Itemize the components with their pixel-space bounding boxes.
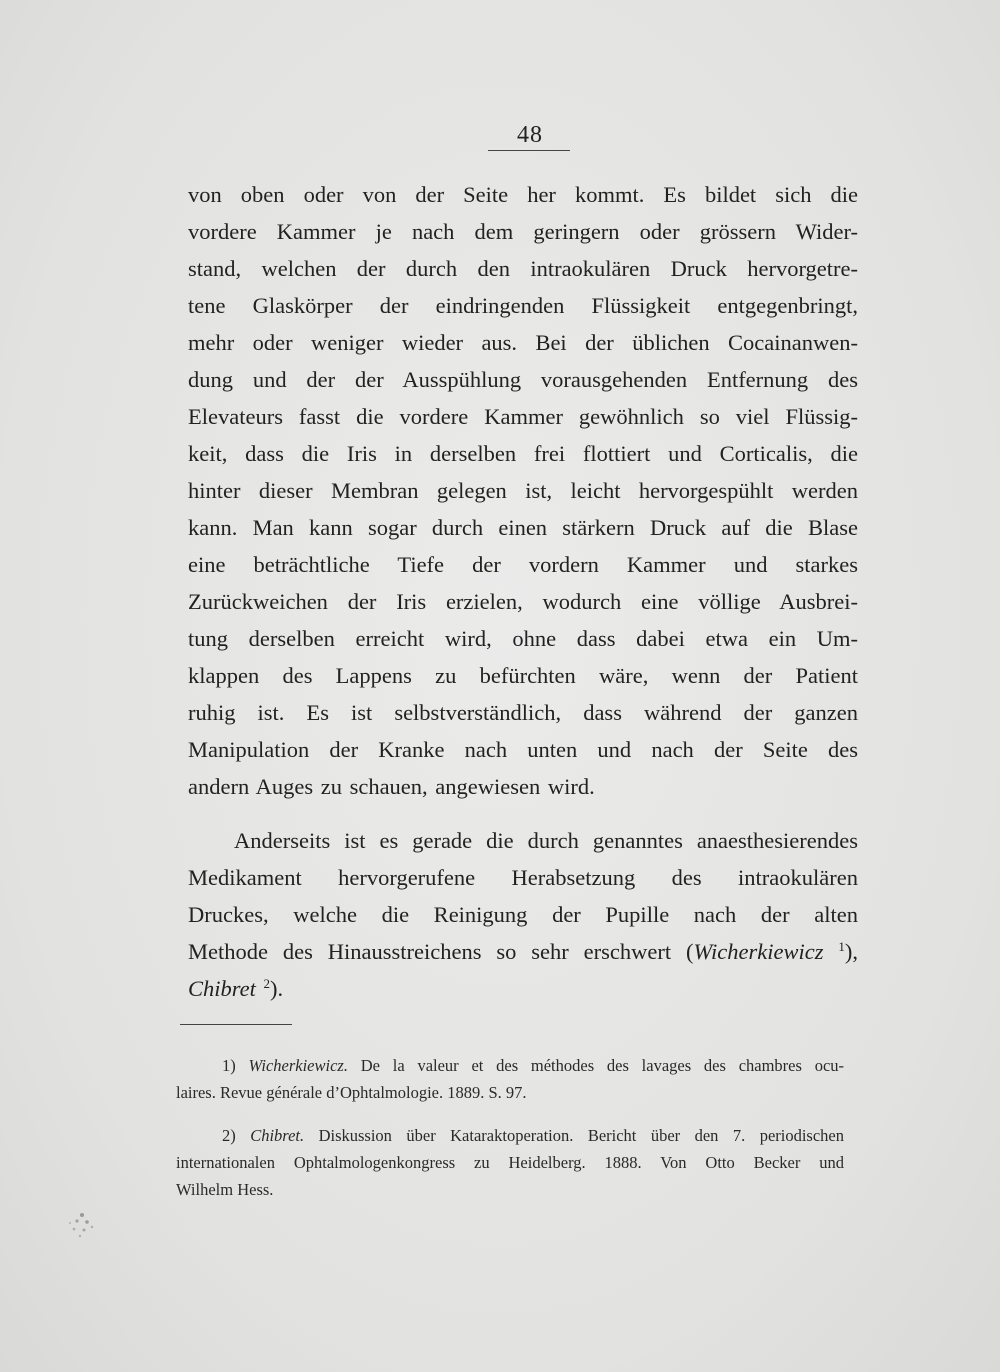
text-line: von oben oder von der Seite her kommt. Es bildet sich die bbox=[188, 182, 858, 207]
footnote-author: Chibret. bbox=[250, 1126, 305, 1145]
footnote-2 bbox=[176, 1122, 844, 1203]
footnote-line bbox=[176, 1122, 844, 1149]
citation-wicherkiewicz: Wicherkiewicz bbox=[693, 939, 824, 964]
text-line: eine beträchtliche Tiefe der vordern Kammer und starkes bbox=[188, 552, 858, 577]
footnote-marker: 1) bbox=[222, 1056, 236, 1075]
text-line: mehr oder weniger wieder aus. Bei der üblichen Cocainanwen- bbox=[188, 330, 858, 355]
text-line: Zurückweichen der Iris erzielen, wodurch eine völlige Ausbrei- bbox=[188, 589, 858, 614]
citation-chibret: Chibret bbox=[188, 976, 256, 1001]
text-line: tung derselben erreicht wird, ohne dass dabei etwa ein Um- bbox=[188, 626, 858, 651]
footnote-marker: 2) bbox=[222, 1126, 236, 1145]
footnote-line: Wilhelm Hess. bbox=[176, 1180, 274, 1199]
text-line: Medikament hervorgerufene Herabsetzung des intraokulären bbox=[188, 865, 858, 890]
footnote-separator bbox=[180, 1024, 292, 1025]
text-line: klappen des Lappens zu befürchten wäre, wenn der Patient bbox=[188, 663, 858, 688]
text-fragment: Methode des Hinausstreichens so sehr erschwert ( bbox=[188, 939, 694, 964]
text-line: kann. Man kann sogar durch einen stärkern Druck auf die Blase bbox=[188, 515, 858, 540]
page-number-rule bbox=[488, 150, 570, 151]
paragraph-1 bbox=[188, 176, 858, 805]
footnote-author: Wicherkiewicz. bbox=[248, 1056, 348, 1075]
footnote-text: Diskussion über Kataraktoperation. Bericht über den 7. periodischen bbox=[304, 1126, 844, 1145]
text-fragment: ). bbox=[270, 976, 284, 1001]
text-line: Druckes, welche die Reinigung der Pupille nach der alten bbox=[188, 902, 858, 927]
text-line: keit, dass die Iris in derselben frei flottiert und Corticalis, die bbox=[188, 441, 858, 466]
paragraph-2 bbox=[188, 822, 858, 1007]
footnote-ref-2[interactable]: 2 bbox=[263, 976, 271, 991]
footnote-line: internationalen Ophtalmologenkongress zu Heidelberg. 1888. Von Otto Becker und bbox=[176, 1153, 844, 1172]
page-number: 48 bbox=[517, 122, 543, 148]
text-line bbox=[188, 970, 858, 1007]
text-line: ruhig ist. Es ist selbstverständlich, dass während der ganzen bbox=[188, 700, 858, 725]
footnote-1 bbox=[176, 1052, 844, 1106]
text-line: andern Auges zu schauen, angewiesen wird. bbox=[188, 774, 595, 799]
text-line: stand, welchen der durch den intraokulären Druck hervorgetre- bbox=[188, 256, 858, 281]
text-line: Elevateurs fasst die vordere Kammer gewöhnlich so viel Flüssig- bbox=[188, 404, 858, 429]
footnote-text: De la valeur et des méthodes des lavages des chambres ocu- bbox=[347, 1056, 845, 1075]
footnote-ref-1[interactable]: 1 bbox=[838, 939, 845, 954]
text-line: hinter dieser Membran gelegen ist, leicht hervorgespühlt werden bbox=[188, 478, 858, 503]
text-line: vordere Kammer je nach dem geringern oder grössern Wider- bbox=[188, 219, 858, 244]
text-line: Anderseits ist es gerade die durch genanntes anaesthesierendes bbox=[234, 828, 858, 853]
ink-smudge-mark bbox=[62, 1205, 102, 1241]
text-line: dung und der der Ausspühlung vorausgehenden Entfernung des bbox=[188, 367, 858, 392]
text-line: Manipulation der Kranke nach unten und nach der Seite des bbox=[188, 737, 858, 762]
text-fragment: ), bbox=[844, 939, 859, 964]
text-line bbox=[188, 933, 858, 970]
footnote-line bbox=[176, 1052, 844, 1079]
text-line: tene Glaskörper der eindringenden Flüssigkeit entgegenbringt, bbox=[188, 293, 858, 318]
footnote-line: laires. Revue générale d’Ophtalmologie. 1889. S. 97. bbox=[176, 1083, 527, 1102]
